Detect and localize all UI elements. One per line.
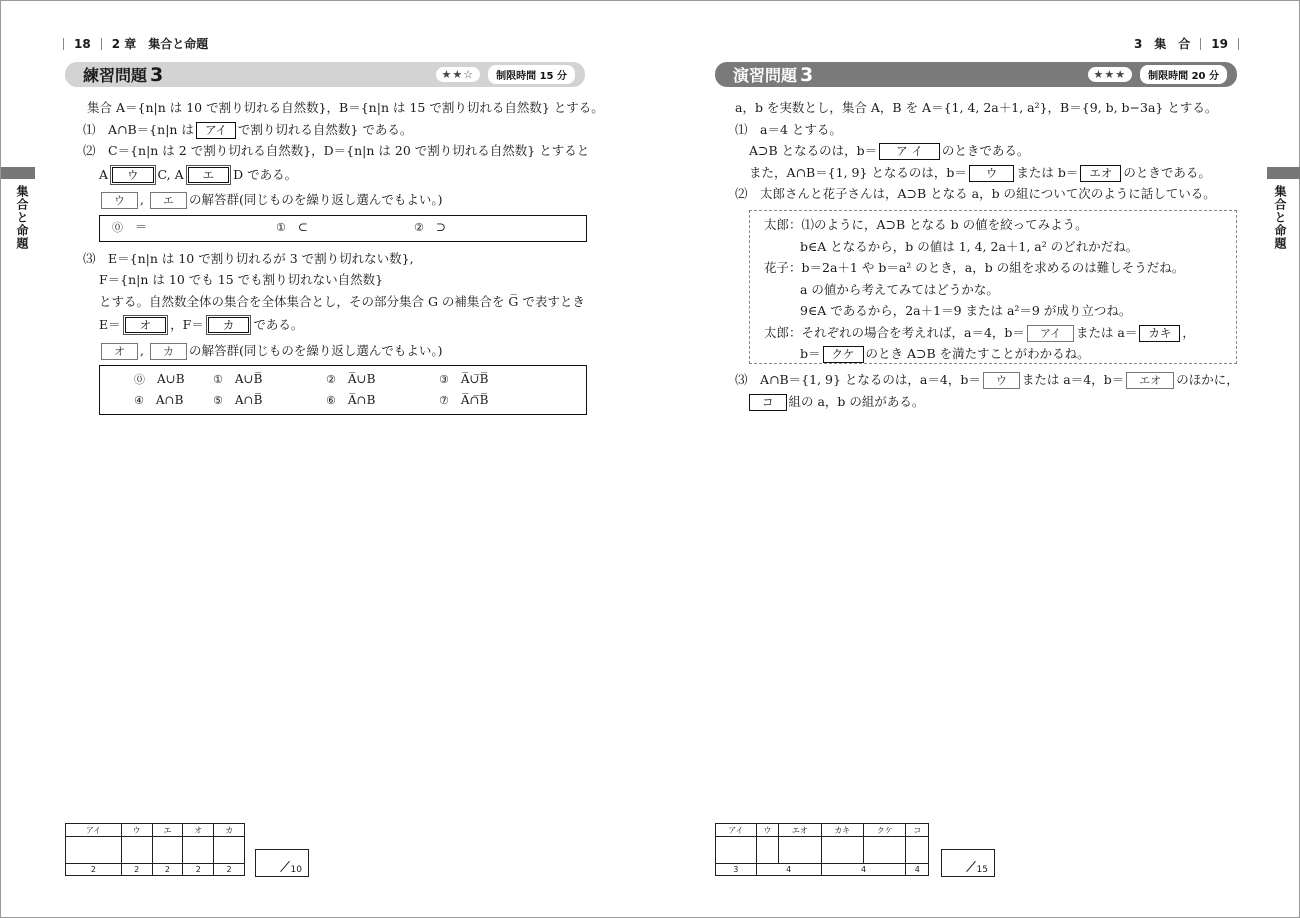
time-limit: 制限時間 20 分: [1140, 65, 1227, 84]
dialog-line: 花子：b＝2a＋1 や b＝a² のとき，a，b の組を求めるのは難しそうだね。: [764, 260, 1185, 275]
side-chapter-label: 集合と命題: [1273, 185, 1287, 250]
answer-box-ka[interactable]: カ: [206, 315, 252, 335]
dialog-line: a の値から考えてみてはどうかな。: [800, 281, 999, 297]
practice-header: [65, 62, 585, 87]
dialog-line: b∈A となるから，b の値は 1, 4, 2a＋1, a² のどれかだね。: [800, 238, 1139, 254]
question-1: ⑴ a＝4 とする。: [735, 121, 842, 137]
total-score-box[interactable]: 10: [255, 849, 309, 877]
score-cell[interactable]: [183, 837, 214, 864]
question-3-answer: E＝ オ ，F＝ カ である。: [99, 314, 627, 336]
page-number: 19: [1211, 36, 1228, 51]
score-cell[interactable]: [756, 837, 778, 864]
side-tab-marker: [1267, 167, 1300, 179]
question-3-F: F＝{n|n は 10 でも 15 でも割り切れない自然数}: [99, 272, 384, 287]
right-running-header: [1134, 35, 1239, 52]
difficulty-stars: ★★☆: [436, 67, 481, 82]
score-table-right: アイ ウ エオ カキ クケ コ 3 4 4 4: [715, 823, 929, 876]
answer-box-eo[interactable]: エオ: [1080, 165, 1121, 182]
question-1: ⑴ A∩B＝{n|n は アイ で割り切れる自然数} である。: [83, 121, 413, 137]
answer-box-u-ref[interactable]: ウ: [983, 372, 1020, 389]
score-cell[interactable]: [906, 837, 929, 864]
dialog-line: b＝ クケ のとき A⊃B を満たすことがわかるね。: [800, 346, 1090, 361]
choice-option[interactable]: ① ⊂: [276, 220, 308, 235]
score-table-left: アイ ウ エ オ カ 2 2 2 2 2: [65, 823, 245, 876]
question-2: ⑵ 太郎さんと花子さんは，A⊃B となる a，b の組について次のように話している。: [735, 186, 1216, 201]
total-score-box[interactable]: 15: [941, 849, 995, 877]
answer-box-ai[interactable]: アイ: [196, 122, 236, 139]
right-page: [651, 1, 1300, 918]
answer-box-ai-ref[interactable]: アイ: [1027, 325, 1074, 342]
choice-option[interactable]: ⓪ ＝: [112, 220, 148, 235]
left-page: [1, 1, 651, 918]
choice-option[interactable]: ⑤ A∩B̅: [213, 392, 263, 407]
score-cell[interactable]: [152, 837, 183, 864]
score-cell[interactable]: [66, 837, 122, 864]
score-cell[interactable]: [716, 837, 757, 864]
question-3-text: とする。自然数全体の集合を全体集合とし，その部分集合 G の補集合を G̅ で表すとき: [99, 293, 585, 309]
choice-option[interactable]: ⑥ A̅∩B: [326, 392, 376, 407]
score-cell[interactable]: [779, 837, 821, 864]
chapter-title: 3 集 合: [1133, 37, 1191, 51]
score-cell[interactable]: [121, 837, 152, 864]
problem-intro: 集合 A＝{n|n は 10 で割り切れる自然数}，B＝{n|n は 15 で割り切れる自然数} とする。: [87, 100, 604, 115]
answer-box-o[interactable]: オ: [123, 315, 169, 335]
choice-option[interactable]: ⑦ A̅∩̅B̅: [439, 392, 489, 407]
choice-option[interactable]: ① A∪B̅: [213, 371, 263, 386]
choice-option[interactable]: ② A̅∪B: [326, 371, 376, 386]
answer-box-e[interactable]: エ: [186, 165, 232, 185]
choice-group-label-1: ウ , エ の解答群(同じものを繰り返し選んでもよい。): [99, 189, 627, 211]
practice-body: [83, 97, 627, 415]
choice-group-label-2: オ , カ の解答群(同じものを繰り返し選んでもよい。): [99, 340, 627, 362]
side-tab-marker: [1, 167, 35, 179]
question-1b: また，A∩B＝{1, 9} となるのは，b＝ ウ または b＝ エオ のときである。: [749, 164, 1211, 180]
dialog-line: 9∈A であるから，2a＋1＝9 または a²＝9 が成り立つね。: [800, 303, 1132, 318]
choice-option[interactable]: ⓪ A∪B: [134, 371, 185, 386]
answer-box-u[interactable]: ウ: [110, 165, 156, 185]
choice-option[interactable]: ② ⊃: [414, 220, 446, 235]
answer-box-kuke[interactable]: クケ: [823, 346, 864, 363]
conversation-box: [749, 210, 1237, 364]
question-3-cont: コ 組の a，b の組がある。: [747, 391, 1275, 413]
difficulty-stars: ★★★: [1088, 67, 1133, 82]
question-2: ⑵ C＝{n|n は 2 で割り切れる自然数}，D＝{n|n は 20 で割り切れる自然数} とすると: [83, 143, 590, 158]
left-running-header: [63, 35, 208, 52]
section-title: 演習問題 3: [733, 64, 814, 86]
answer-box-ko[interactable]: コ: [749, 394, 787, 411]
dialog-line: 太郎：それぞれの場合を考えれば，a＝4，b＝ アイ または a＝ カキ ，: [764, 324, 1195, 340]
score-cell[interactable]: [821, 837, 863, 864]
answer-box-u[interactable]: ウ: [969, 165, 1015, 182]
question-3-block: [735, 369, 1275, 412]
answer-box-kaki[interactable]: カキ: [1139, 325, 1180, 342]
choice-box-relations: [99, 215, 587, 242]
answer-box-eo-ref[interactable]: エオ: [1126, 372, 1174, 389]
question-1a: A⊃B となるのは，b＝ ア イ のときである。: [749, 143, 1030, 158]
exercise-header: [715, 62, 1237, 87]
page-number: 18: [74, 36, 91, 51]
exercise-body: [735, 97, 1255, 205]
time-limit: 制限時間 15 分: [488, 65, 575, 84]
section-title: 練習問題 3: [83, 64, 164, 86]
choice-option[interactable]: ③ A̅∪̅B̅: [439, 371, 489, 386]
question-3: ⑶ A∩B＝{1, 9} となるのは，a＝4，b＝ ウ または a＝4，b＝ エオ のほかに，: [735, 372, 1239, 387]
score-cell[interactable]: [214, 837, 245, 864]
question-2-relation: A ウ C, A エ D である。: [99, 164, 627, 186]
answer-box-ai[interactable]: ア イ: [879, 143, 940, 160]
chapter-title: 2 章 集合と命題: [111, 37, 209, 51]
dialog-line: 太郎：⑴のように，A⊃B となる b の値を絞ってみよう。: [764, 217, 1088, 232]
problem-intro: a，b を実数とし，集合 A，B を A＝{1, 4, 2a＋1, a²}，B＝{9, b, b−3a} とする。: [735, 100, 1218, 115]
score-cell[interactable]: [864, 837, 906, 864]
question-3: ⑶ E＝{n|n は 10 で割り切れるが 3 で割り切れない数},: [83, 250, 414, 266]
side-chapter-label: 集合と命題: [15, 185, 29, 250]
choice-option[interactable]: ④ A∩B: [134, 392, 184, 407]
choice-box-sets: [99, 365, 587, 415]
